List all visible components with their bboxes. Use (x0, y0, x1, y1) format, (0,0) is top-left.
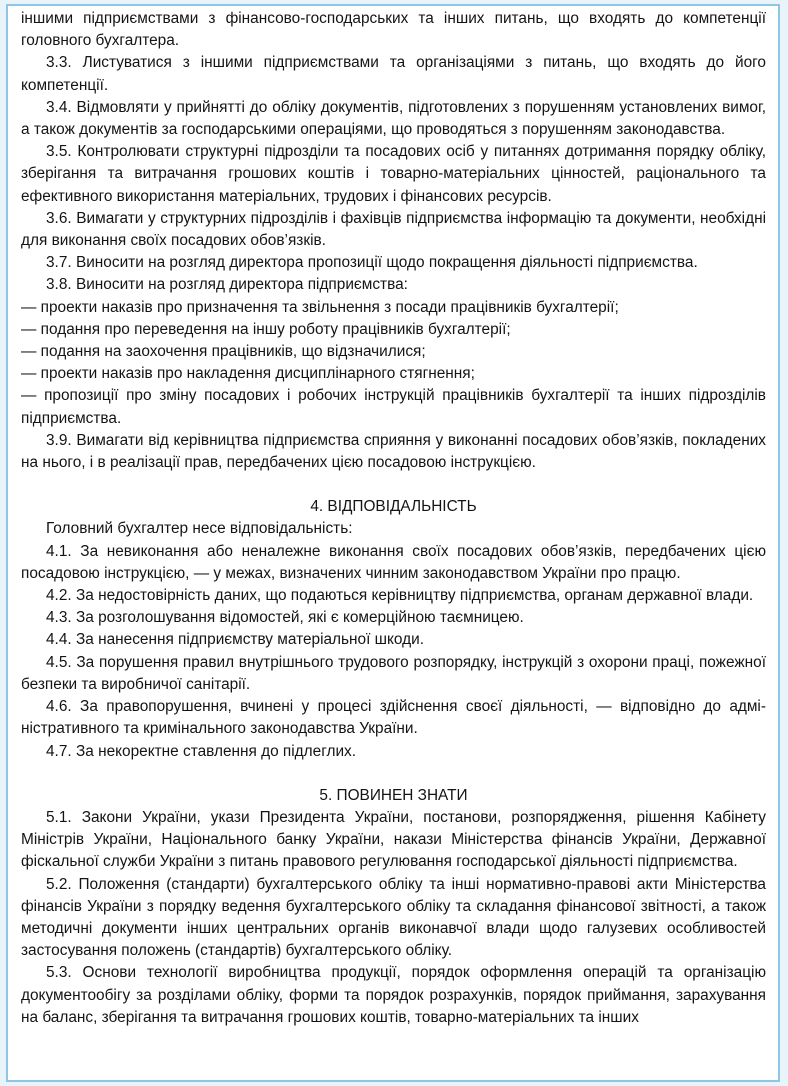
section-4-heading: 4. ВІДПОВІДАЛЬНІСТЬ (310, 498, 477, 516)
paragraph: 5.1. Закони України, укази Президента України, постанови, розпорядження, рішення Кабінету Міністрів України, Національного банку України, накази Міністерства фінансів України, Державної фіскальної служби України з питань правового регулювання господарської діяльності підприємства. (21, 808, 766, 871)
paragraph: 4.1. За невиконання або неналежне виконання своїх посадових обов’язків, передбачених цією посадовою інструкцією, — у межах, визначених чинним законодавством України про працю. (21, 542, 766, 582)
section-5-heading: 5. ПОВИНЕН ЗНАТИ (319, 786, 468, 804)
paragraph: — подання на заохочення працівників, що відзначилися; (21, 343, 426, 361)
section-4-body (21, 518, 766, 762)
paragraph: 4.3. За розголошування відомостей, які є комерційною таємницею. (46, 609, 524, 627)
paragraph: 3.5. Контролювати структурні підрозділи та посадових осіб у питаннях дотримання порядку обліку, зберігання та витрачання грошових коштів і товарно-матеріальних цінностей, раціонального та ефективного використання матеріальних, трудових і фінансових ресурсів. (21, 143, 766, 205)
paragraph: 5.3. Основи технології виробництва продукції, порядок оформлення операцій та організацію документообігу за розділами обліку, форми та порядок розрахунків, порядок приймання, зарахування на баланс, зберігання та витрачання грошових коштів, товарно-матеріальних та інших (21, 964, 766, 1026)
section-gap (21, 474, 766, 496)
section-5-body (21, 807, 766, 1029)
paragraph: 3.6. Вимагати у структурних підрозділів і фахівців підприємства інформацію та документи, необхідні для виконання своїх посадових обов’язків. (21, 209, 766, 250)
paragraph: Головний бухгалтер несе відповідальність: (46, 520, 353, 538)
paragraph: 5.2. Положення (стандарти) бухгалтерського обліку та інші нормативно-правові акти Міністерства фінансів України з порядку ведення бухгалтерського обліку та складання фінансової звітності, а також методичні документи інших центральних органів виконавчої влади щодо галузевих особливостей застосування положень (стандартів) бухгалтерського обліку. (21, 875, 766, 960)
paragraph: 4.7. За некоректне ставлення до підлеглих. (46, 742, 357, 760)
document-page (6, 4, 780, 1082)
section-3-continuation (21, 8, 766, 474)
paragraph: — проекти наказів про накладення дисциплінарного стягнення; (21, 365, 475, 383)
paragraph: 3.7. Виносити на розгляд директора пропозиції щодо покращення діяльності підприємства. (46, 254, 698, 272)
paragraph: 3.9. Вимагати від керівництва підприємства сприяння у виконанні посадових обов’язків, покладених на нього, і в реалізації прав, передбачених цією посадовою інструкцією. (21, 431, 766, 472)
paragraph: — проекти наказів про призначення та звільнення з посади працівників бухгалтерії; (21, 298, 619, 316)
paragraph: — пропозиції про зміну посадових і робочих інструкцій працівників бухгалтерії та інших підрозділів підприємства. (21, 387, 766, 427)
paragraph: 4.6. За правопорушення, вчинені у процесі здійснення своєї діяльності, — відповідно до адміністративного та кримінального законодавства України. (21, 698, 766, 738)
paragraph: 3.8. Виносити на розгляд директора підприємства: (46, 276, 408, 294)
document-content (8, 6, 778, 1029)
paragraph: — подання про переведення на іншу роботу працівників бухгалтерії; (21, 320, 511, 338)
paragraph: іншими підприємствами з фінансово-господарських та інших питань, що входять до компетенції головного бухгалтера. (21, 10, 766, 50)
paragraph: 4.2. За недостовірність даних, що подаються керівництву підприємства, органам державної влади. (46, 587, 754, 605)
section-gap (21, 763, 766, 785)
paragraph: 3.4. Відмовляти у прийнятті до обліку документів, підготовлених з порушенням установлених вимог, а також документів за господарськими операціями, що проводяться з порушенням законодавства. (21, 98, 766, 139)
paragraph: 4.4. За нанесення підприємству матеріальної шкоди. (46, 631, 424, 649)
paragraph: 3.3. Листуватися з іншими підприємствами та організаціями з питань, що входять до його компетенції. (21, 54, 766, 94)
paragraph: 4.5. За порушення правил внутрішнього трудового розпорядку, інструкцій з охорони праці, пожежної безпеки та виробничої санітарії. (21, 653, 766, 693)
